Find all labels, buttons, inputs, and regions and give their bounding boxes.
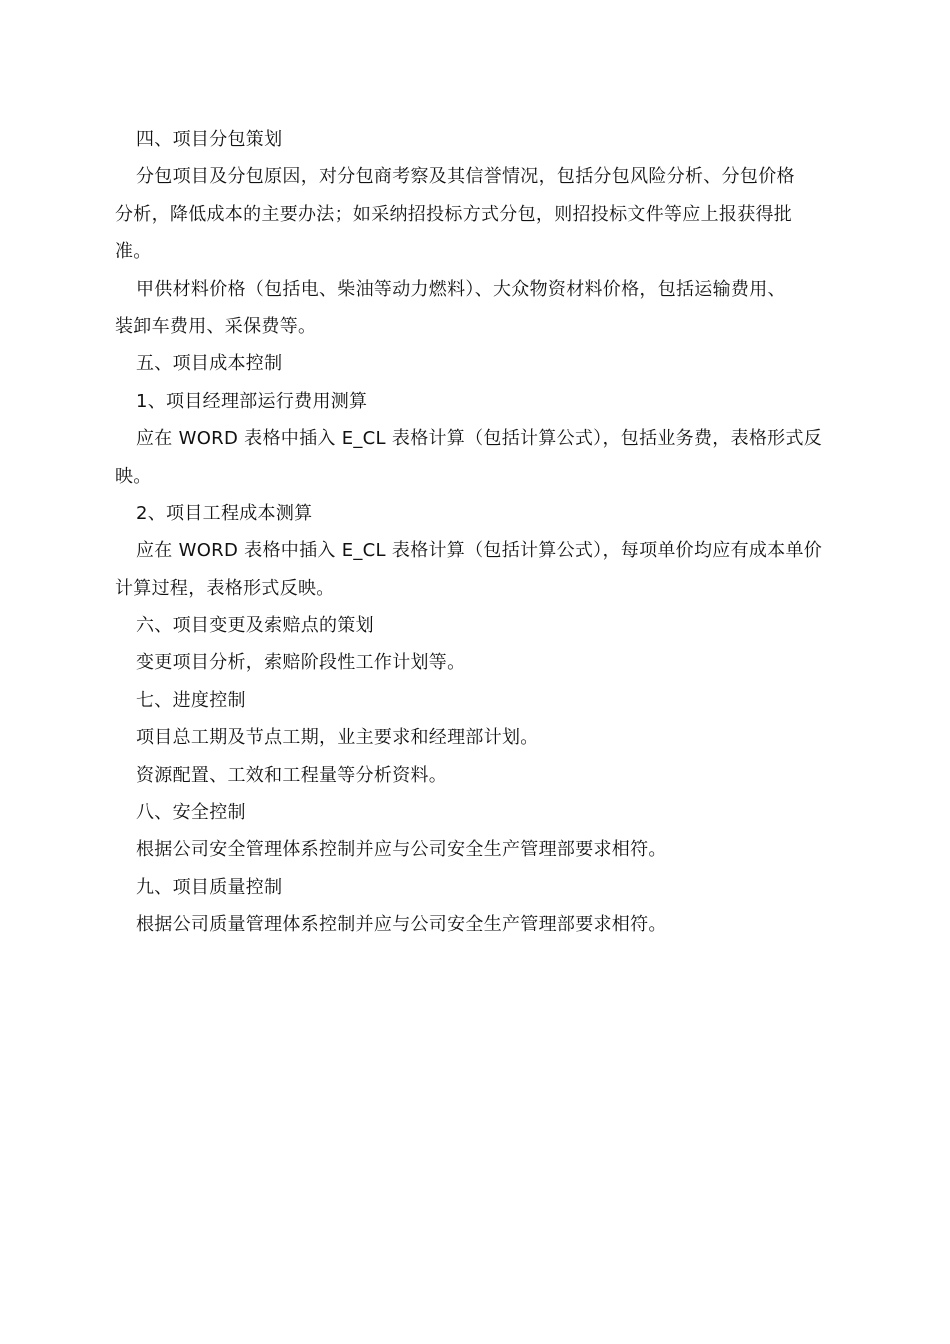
section-heading-schedule-control: 七、进度控制 <box>136 689 246 711</box>
section-heading-changes-claims: 六、项目变更及索赔点的策划 <box>136 615 374 637</box>
paragraph-line: 应在 WORD 表格中插入 E_CL 表格计算（包括计算公式），每项单价均应有成本单价 <box>136 540 823 562</box>
paragraph-line: 准。 <box>115 241 152 263</box>
paragraph-line: 分析，降低成本的主要办法；如采纳招投标方式分包，则招投标文件等应上报获得批 <box>115 203 793 225</box>
paragraph-operating-cost <box>115 420 837 495</box>
paragraph-line: 甲供材料价格（包括电、柴油等动力燃料）、大众物资材料价格，包括运输费用、 <box>136 278 786 300</box>
paragraph-line: 分包项目及分包原因，对分包商考察及其信誉情况，包括分包风险分析、分包价格 <box>136 166 795 188</box>
paragraph-quality-control: 根据公司质量管理体系控制并应与公司安全生产管理部要求相符。 <box>136 914 667 936</box>
section-heading-safety-control: 八、安全控制 <box>136 802 246 824</box>
paragraph-resource-allocation: 资源配置、工效和工程量等分析资料。 <box>136 764 448 786</box>
paragraph-line: 计算过程，表格形式反映。 <box>115 577 335 599</box>
paragraph-subcontract-reasons <box>115 158 837 270</box>
paragraph-changes-claims: 变更项目分析，索赔阶段性工作计划等。 <box>136 652 466 674</box>
paragraph-line: 映。 <box>115 465 152 487</box>
paragraph-engineering-cost <box>115 532 837 607</box>
section-heading-cost-control: 五、项目成本控制 <box>136 353 283 375</box>
document-page <box>115 121 837 944</box>
subsection-heading-operating-cost: 1、项目经理部运行费用测算 <box>136 390 368 412</box>
paragraph-line: 装卸车费用、采保费等。 <box>115 315 317 337</box>
section-heading-subcontract: 四、项目分包策划 <box>136 129 283 150</box>
paragraph-safety-control: 根据公司安全管理体系控制并应与公司安全生产管理部要求相符。 <box>136 839 667 861</box>
paragraph-line: 应在 WORD 表格中插入 E_CL 表格计算（包括计算公式），包括业务费，表格形式反 <box>136 428 823 450</box>
paragraph-schedule-duration: 项目总工期及节点工期，业主要求和经理部计划。 <box>136 727 539 749</box>
paragraph-material-prices <box>115 271 837 346</box>
subsection-heading-engineering-cost: 2、项目工程成本测算 <box>136 502 313 524</box>
section-heading-quality-control: 九、项目质量控制 <box>136 876 283 898</box>
